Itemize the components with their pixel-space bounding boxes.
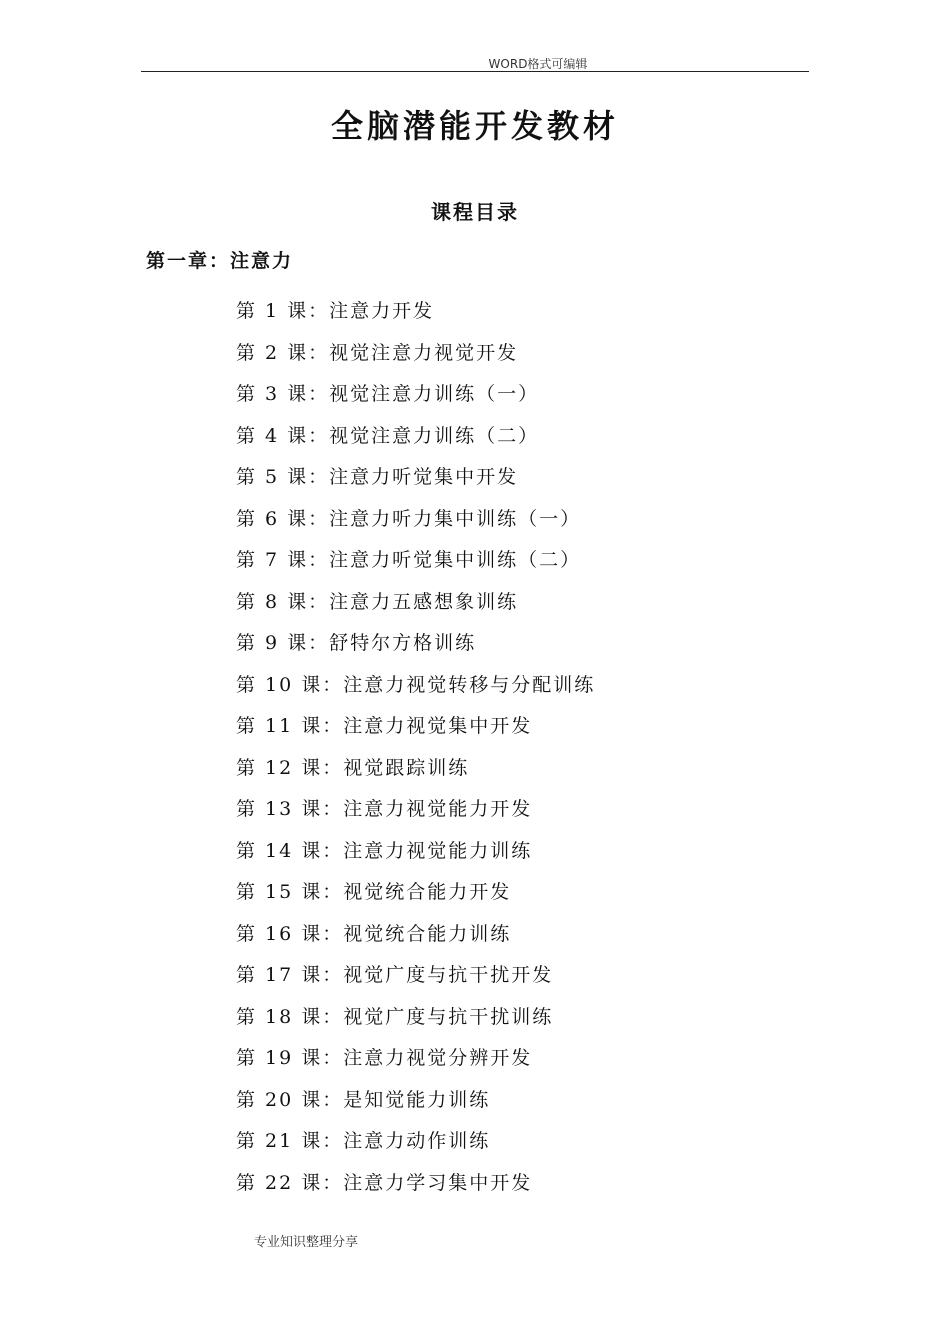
- page-header-text: WORD格式可编辑: [488, 57, 588, 71]
- lesson-item: 第 14 课：注意力视觉能力训练: [236, 839, 533, 862]
- lesson-item: 第 4 课：视觉注意力训练（二）: [236, 424, 540, 447]
- lesson-list: [236, 296, 595, 1209]
- lesson-item: 第 1 课：注意力开发: [236, 300, 435, 322]
- lesson-item: 第 6 课：注意力听力集中训练（一）: [236, 507, 582, 530]
- lesson-item: 第 12 课：视觉跟踪训练: [236, 756, 470, 779]
- lesson-item: 第 3 课：视觉注意力训练（一）: [236, 383, 540, 405]
- chapter-title: 第一章：注意力: [146, 250, 294, 272]
- lesson-item: 第 13 课：注意力视觉能力开发: [236, 798, 533, 820]
- lesson-item: 第 17 课：视觉广度与抗干扰开发: [236, 964, 554, 986]
- lesson-item: 第 10 课：注意力视觉转移与分配训练: [236, 673, 596, 696]
- lesson-item: 第 5 课：注意力听觉集中开发: [236, 466, 519, 488]
- lesson-item: 第 19 课：注意力视觉分辨开发: [236, 1047, 533, 1069]
- lesson-item: 第 22 课：注意力学习集中开发: [236, 1171, 533, 1194]
- lesson-item: 第 9 课：舒特尔方格训练: [236, 632, 477, 654]
- header-divider: [141, 71, 809, 72]
- lesson-item: 第 11 课：注意力视觉集中开发: [236, 715, 533, 737]
- lesson-item: 第 7 课：注意力听觉集中训练（二）: [236, 549, 582, 571]
- document-title: 全脑潜能开发教材: [330, 107, 619, 145]
- lesson-item: 第 16 课：视觉统合能力训练: [236, 922, 512, 945]
- lesson-item: 第 8 课：注意力五感想象训练: [236, 590, 519, 613]
- lesson-item: 第 20 课：是知觉能力训练: [236, 1088, 491, 1111]
- lesson-item: 第 21 课：注意力动作训练: [236, 1130, 491, 1152]
- lesson-item: 第 15 课：视觉统合能力开发: [236, 881, 512, 903]
- toc-heading: 课程目录: [431, 200, 519, 224]
- page-footer-text: 专业知识整理分享: [254, 1235, 359, 1250]
- lesson-item: 第 2 课：视觉注意力视觉开发: [236, 341, 519, 364]
- lesson-item: 第 18 课：视觉广度与抗干扰训练: [236, 1005, 554, 1028]
